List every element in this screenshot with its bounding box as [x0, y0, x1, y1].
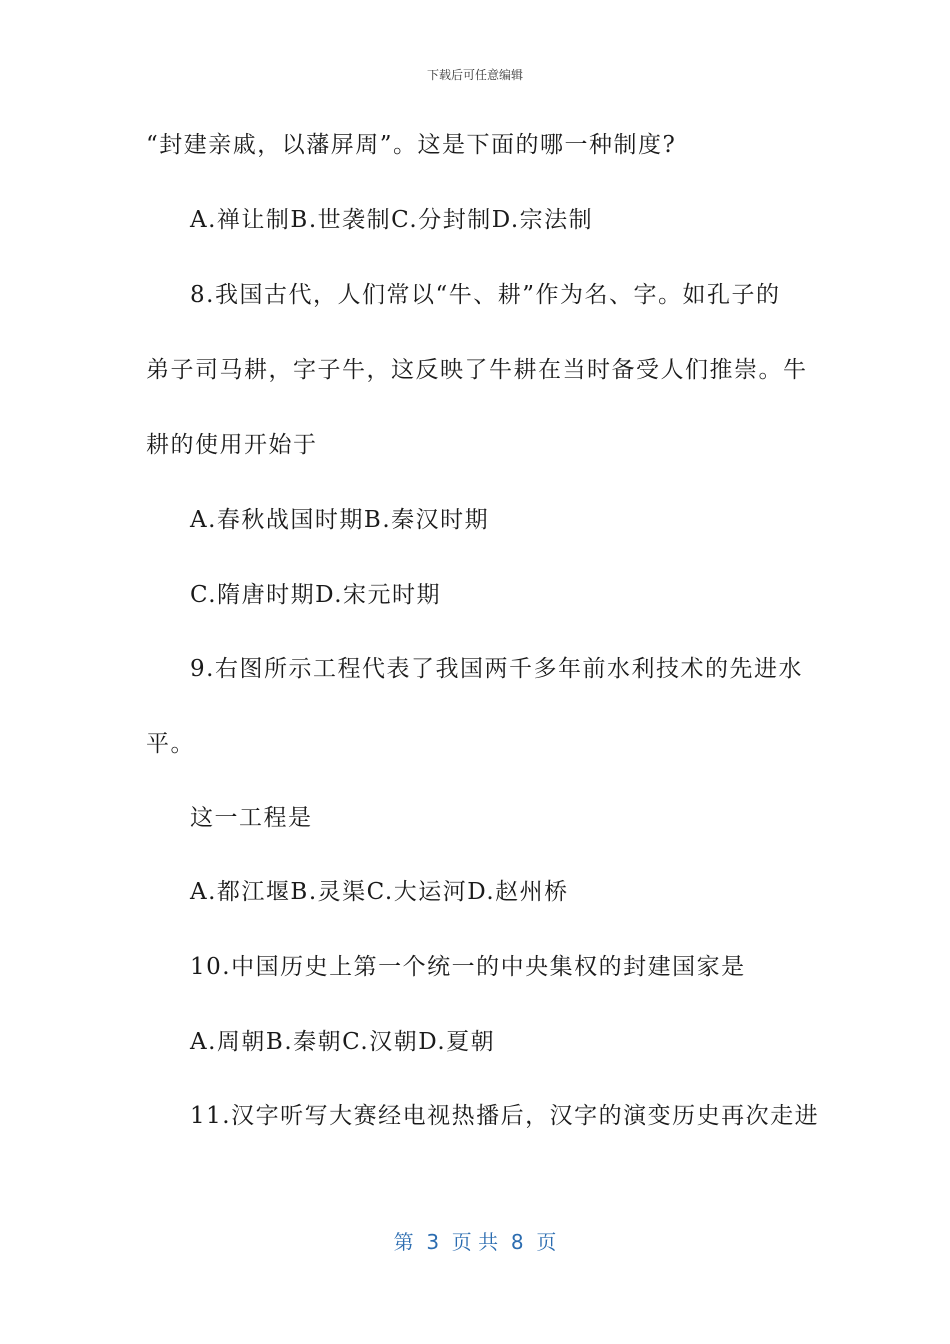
question-7-stem: “封建亲戚，以藩屏周”。这是下面的哪一种制度? — [146, 132, 677, 158]
question-8-options-line-1: A.春秋战国时期B.秦汉时期 — [190, 507, 490, 533]
page-number-footer: 第 3 页 共 8 页 — [393, 1230, 557, 1254]
question-9-stem-line-1: 9.右图所示工程代表了我国两千多年前水利技术的先进水 — [190, 656, 803, 682]
question-9-options: A.都江堰B.灵渠C.大运河D.赵州桥 — [190, 879, 569, 905]
question-8-options-line-2: C.隋唐时期D.宋元时期 — [190, 582, 442, 608]
question-8-stem-line-2: 弟子司马耕，字子牛，这反映了牛耕在当时备受人们推崇。牛 — [146, 357, 808, 383]
question-11-stem-line-1: 11.汉字听写大赛经电视热播后，汉字的演变历史再次走进 — [190, 1103, 820, 1129]
question-9-stem-line-2: 平。 — [146, 731, 195, 757]
question-9-stem-line-3: 这一工程是 — [190, 805, 313, 831]
question-10-options: A.周朝B.秦朝C.汉朝D.夏朝 — [190, 1029, 496, 1055]
question-8-stem-line-3: 耕的使用开始于 — [146, 432, 318, 458]
page-header: 下载后可任意编辑 — [426, 68, 523, 82]
question-8-stem-line-1: 8.我国古代，人们常以“牛、耕”作为名、字。如孔子的 — [190, 282, 781, 308]
question-10-stem: 10.中国历史上第一个统一的中央集权的封建国家是 — [190, 954, 746, 980]
question-7-options: A.禅让制B.世袭制C.分封制D.宗法制 — [190, 207, 594, 233]
